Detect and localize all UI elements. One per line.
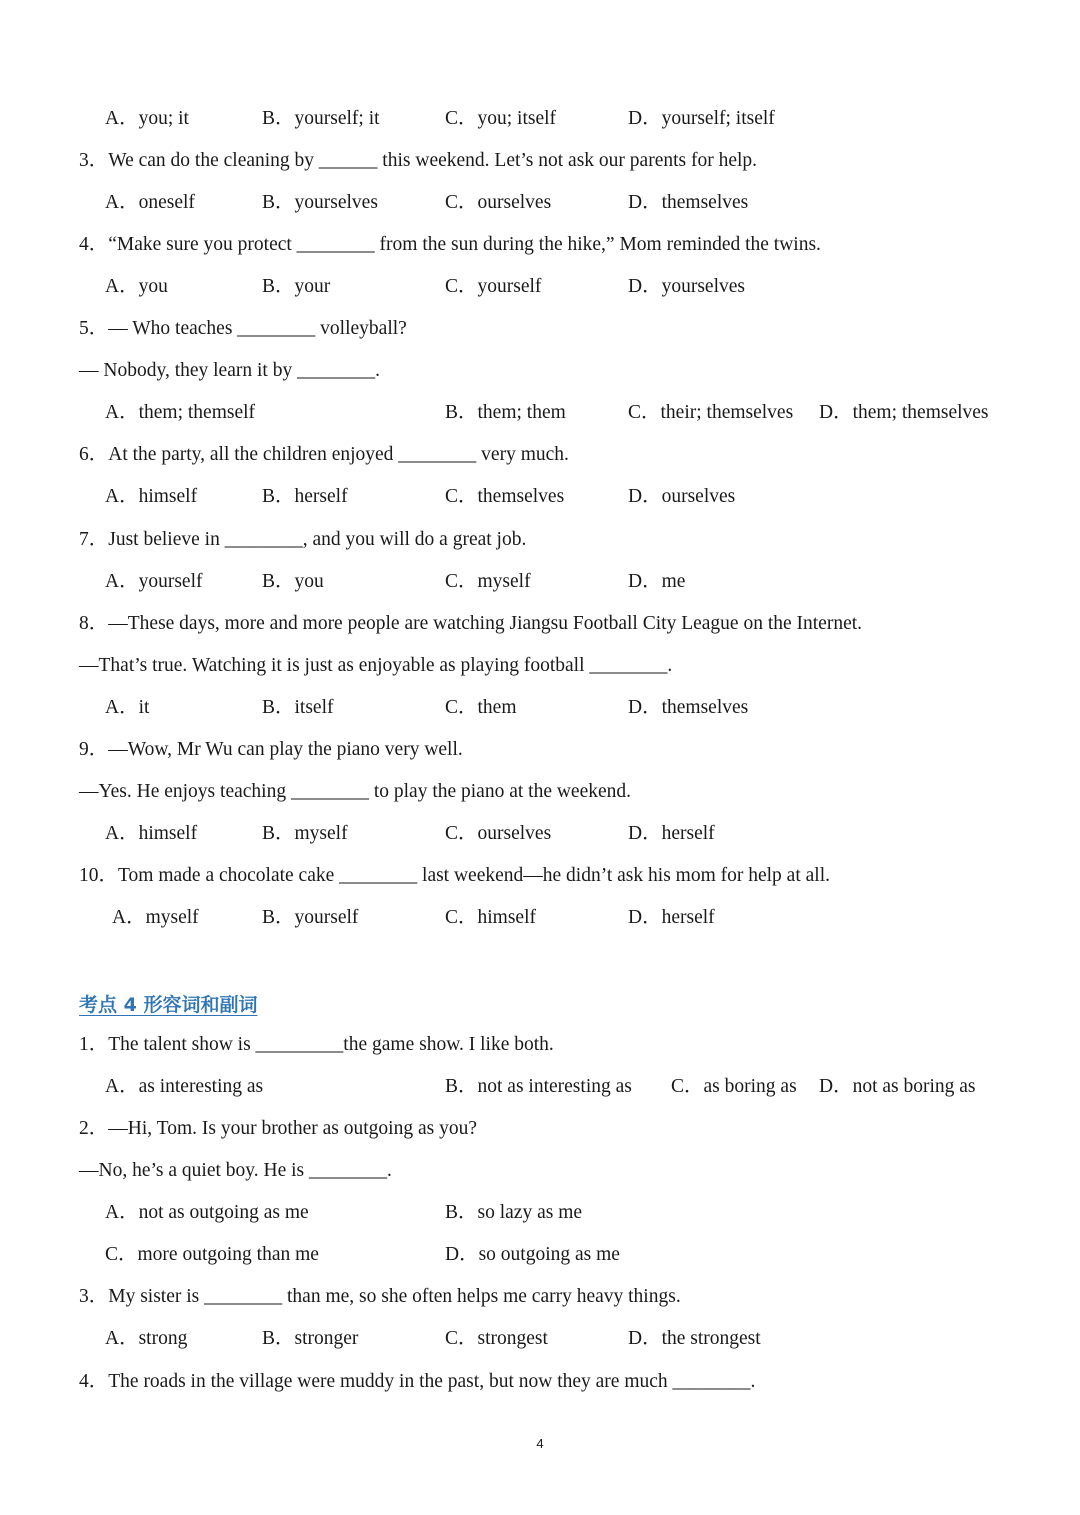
- option-b: B．yourselves: [262, 192, 378, 213]
- option-d: D．herself: [628, 907, 715, 928]
- option-c: C．ourselves: [445, 192, 552, 213]
- option-a: A．as interesting as: [105, 1076, 264, 1097]
- option-b: B．not as interesting as: [445, 1076, 632, 1097]
- option-d: D．the strongest: [628, 1328, 761, 1349]
- question-9: 9．—Wow, Mr Wu can play the piano very well.: [79, 739, 463, 760]
- option-d: D．so outgoing as me: [445, 1244, 620, 1265]
- option-a: A．strong: [105, 1328, 188, 1349]
- option-c: C．their; themselves: [628, 402, 794, 423]
- option-d: D．me: [628, 571, 686, 592]
- s4-question-1: 1．The talent show is _________the game show. I like both.: [79, 1034, 554, 1055]
- question-8: 8．—These days, more and more people are watching Jiangsu Football City League on the Internet.: [79, 613, 863, 634]
- question-5-reply: — Nobody, they learn it by ________.: [79, 360, 380, 381]
- option-d: D．yourselves: [628, 276, 745, 297]
- option-c: C．as boring as: [671, 1076, 797, 1097]
- option-a: A．it: [105, 697, 150, 718]
- question-6: 6．At the party, all the children enjoyed ________ very much.: [79, 444, 569, 465]
- question-3: 3．We can do the cleaning by ______ this weekend. Let’s not ask our parents for help.: [79, 150, 758, 171]
- section-heading: 考点 4 形容词和副词: [79, 994, 258, 1016]
- option-a: A．you: [105, 276, 168, 297]
- option-d: D．themselves: [628, 697, 749, 718]
- option-d: D．herself: [628, 823, 715, 844]
- option-b: B．herself: [262, 486, 348, 507]
- option-c: C．strongest: [445, 1328, 548, 1349]
- option-b: B．myself: [262, 823, 348, 844]
- question-8-reply: —That’s true. Watching it is just as enjoyable as playing football ________.: [79, 655, 673, 676]
- option-b: B．stronger: [262, 1328, 359, 1349]
- option-a: A．himself: [105, 823, 198, 844]
- question-5: 5．— Who teaches ________ volleyball?: [79, 318, 407, 339]
- option-c: C．myself: [445, 571, 531, 592]
- s4-question-2-reply: —No, he’s a quiet boy. He is ________.: [79, 1160, 392, 1181]
- question-10: 10．Tom made a chocolate cake ________ last weekend—he didn’t ask his mom for help at all.: [79, 865, 830, 886]
- option-a: A．not as outgoing as me: [105, 1202, 309, 1223]
- s4-question-3: 3．My sister is ________ than me, so she often helps me carry heavy things.: [79, 1286, 681, 1307]
- option-a: A．you; it: [105, 108, 189, 129]
- option-a: A．oneself: [105, 192, 195, 213]
- option-a: A．yourself: [105, 571, 203, 592]
- s4-question-2: 2．—Hi, Tom. Is your brother as outgoing as you?: [79, 1118, 477, 1139]
- option-c: C．himself: [445, 907, 536, 928]
- option-c: C．themselves: [445, 486, 565, 507]
- question-7: 7．Just believe in ________, and you will do a great job.: [79, 529, 527, 550]
- option-d: D．not as boring as: [819, 1076, 976, 1097]
- option-a: A．myself: [112, 907, 199, 928]
- option-d: D．ourselves: [628, 486, 736, 507]
- question-4: 4．“Make sure you protect ________ from the sun during the hike,” Mom reminded the twins.: [79, 234, 821, 255]
- option-d: D．them; themselves: [819, 402, 989, 423]
- option-b: B．yourself: [262, 907, 359, 928]
- option-b: B．your: [262, 276, 331, 297]
- page-number: 4: [536, 1436, 544, 1451]
- option-a: A．himself: [105, 486, 198, 507]
- option-a: A．them; themself: [105, 402, 256, 423]
- option-b: B．yourself; it: [262, 108, 380, 129]
- s4-question-4: 4．The roads in the village were muddy in the past, but now they are much ________.: [79, 1371, 756, 1392]
- option-d: D．yourself; itself: [628, 108, 775, 129]
- option-c: C．more outgoing than me: [105, 1244, 319, 1265]
- option-b: B．you: [262, 571, 324, 592]
- option-b: B．them; them: [445, 402, 566, 423]
- question-9-reply: —Yes. He enjoys teaching ________ to play the piano at the weekend.: [79, 781, 632, 802]
- option-b: B．itself: [262, 697, 334, 718]
- option-d: D．themselves: [628, 192, 749, 213]
- option-c: C．them: [445, 697, 517, 718]
- option-c: C．yourself: [445, 276, 542, 297]
- option-b: B．so lazy as me: [445, 1202, 583, 1223]
- option-c: C．you; itself: [445, 108, 557, 129]
- option-c: C．ourselves: [445, 823, 552, 844]
